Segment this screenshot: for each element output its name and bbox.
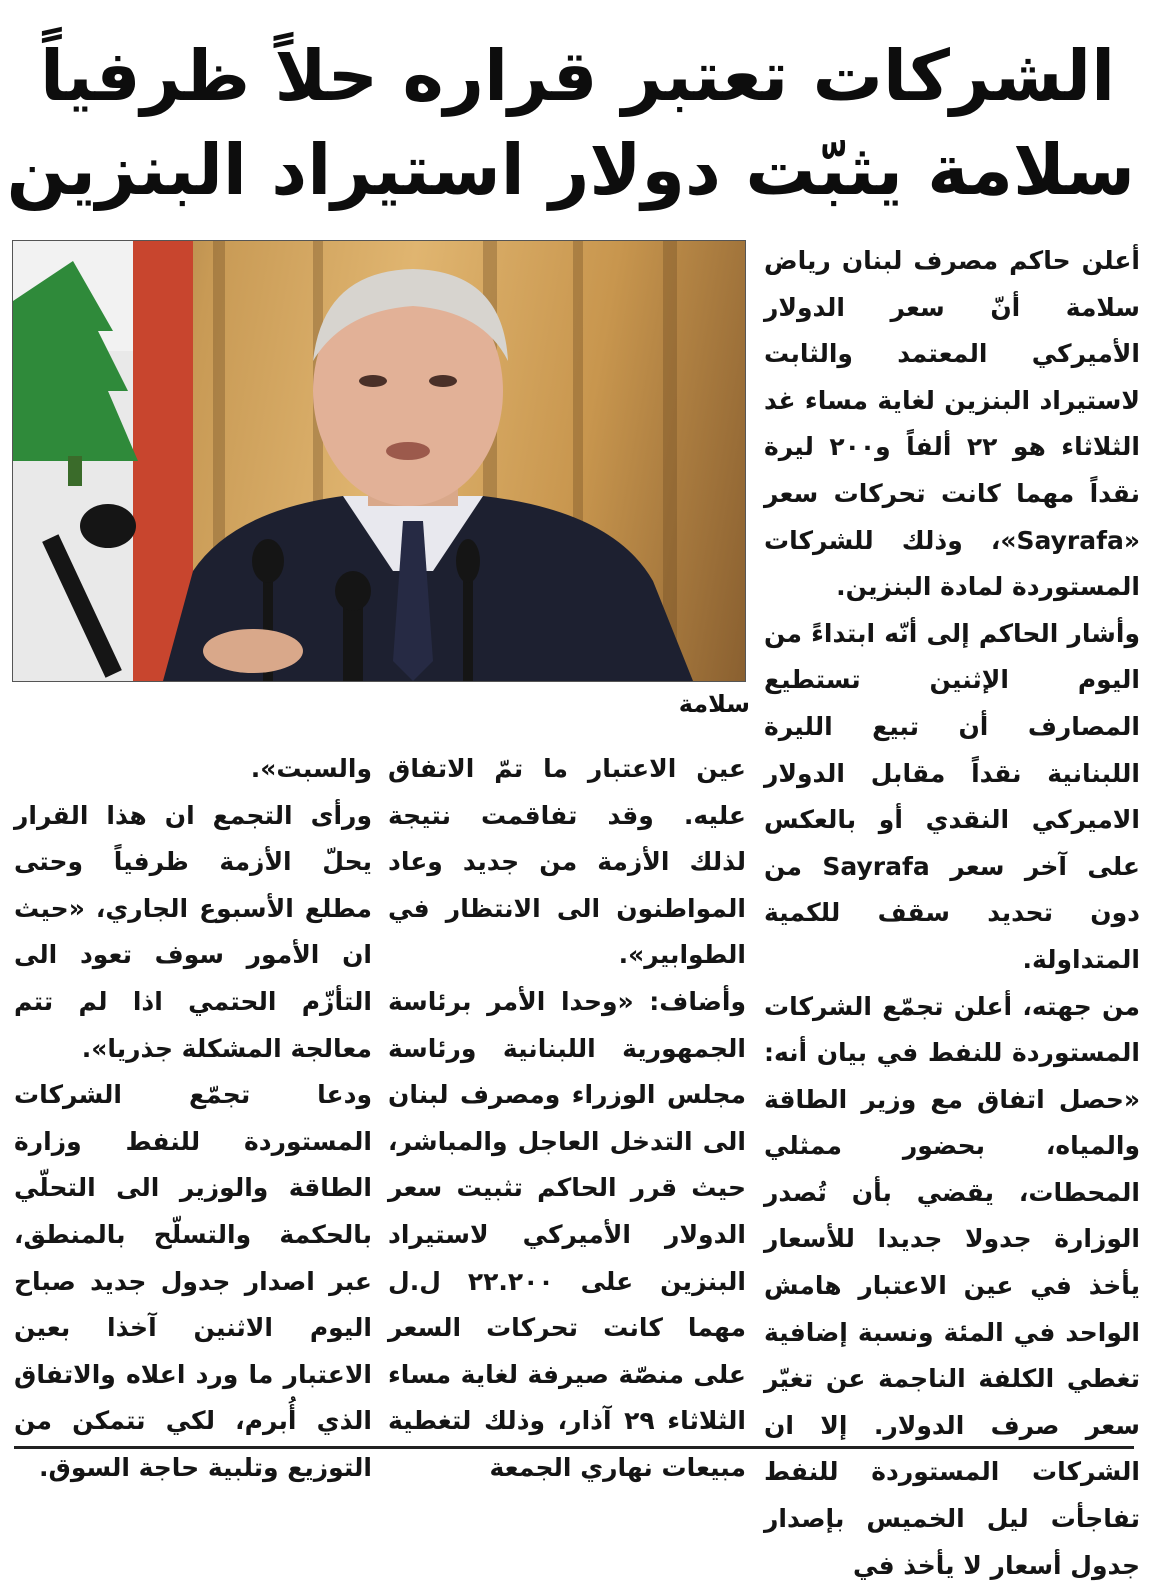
bottom-divider [14, 1446, 1134, 1449]
person-portrait-icon [13, 241, 745, 681]
article-paragraph: من جهته، أعلن تجمّع الشركات المستوردة للنفط في بيان أنه: «حصل اتفاق مع وزير الطاقة والمياه، بحضور ممثلي المحطات، يقضي بأن تُصدر الوزارة جدولا جديدا للأسعار يأخذ في عين الاعتبار هامش الواحد في المئة ونسبة إضافية تغطي الكلفة الناجمة عن تغيّر سعر صرف الدولار. إلا ان الشركات المستوردة للنفط تفاجأت ليل الخميس بإصدار جدول أسعار لا يأخذ في [764, 984, 1140, 1589]
headline-line-2: سلامة يثبّت دولار استيراد البنزين [20, 122, 1135, 218]
article-paragraph: عين الاعتبار ما تمّ الاتفاق عليه. وقد تفاقمت نتيجة لذلك الأزمة من جديد وعاد المواطنون الى الانتظار في الطوابير». [388, 746, 746, 979]
article-paragraph: ودعا تجمّع الشركات المستوردة للنفط وزارة الطاقة والوزير الى التحلّي بالحكمة والتسلّح بالمنطق، عبر اصدار جدول جديد صباح اليوم الاثنين آخذا بعين الاعتبار ما ورد اعلاه والاتفاق الذي أُبرم، لكي تتمكن من التوزيع وتلبية حاجة السوق. [14, 1072, 372, 1491]
article-paragraph: وأضاف: «وحدا الأمر برئاسة الجمهورية اللبنانية ورئاسة مجلس الوزراء ومصرف لبنان الى التدخل العاجل والمباشر، حيث قرر الحاكم تثبيت سعر الدولار الأميركي لاستيراد البنزين على ٢٢.٢٠٠ ل.ل مهما كانت تحركات السعر على منصّة صيرفة لغاية مساء الثلاثاء ٢٩ آذار، وذلك لتغطية مبيعات نهاري الجمعة [388, 979, 746, 1492]
article-paragraph: وأشار الحاكم إلى أنّه ابتداءً من اليوم الإثنين تستطيع المصارف أن تبيع الليرة اللبنانية نقداً مقابل الدولار الاميركي النقدي أو بالعكس على آخر سعر Sayrafa من دون تحديد سقف للكمية المتداولة. [764, 611, 1140, 984]
article-paragraph: ورأى التجمع ان هذا القرار يحلّ الأزمة ظرفياً وحتى مطلع الأسبوع الجاري، «حيث ان الأمور سوف تعود الى التأزّم الحتمي اذا لم تتم معالجة المشكلة جذريا». [14, 793, 372, 1073]
article-photo [12, 240, 746, 682]
headline-line-1: الشركات تعتبر قراره حلاً ظرفياً [20, 28, 1135, 124]
photo-caption: سلامة [640, 688, 750, 720]
article-column-left [14, 746, 372, 1436]
article-column-right [764, 238, 1140, 1434]
article-paragraph: والسبت». [14, 746, 372, 793]
article-column-middle [388, 746, 746, 1436]
article-paragraph: أعلن حاكم مصرف لبنان رياض سلامة أنّ سعر الدولار الأميركي المعتمد والثابت لاستيراد البنزين لغاية مساء غد الثلاثاء هو ٢٢ ألفاً و٢٠٠ ليرة نقداً مهما كانت تحركات سعر «Sayrafa»، وذلك للشركات المستوردة لمادة البنزين. [764, 238, 1140, 611]
